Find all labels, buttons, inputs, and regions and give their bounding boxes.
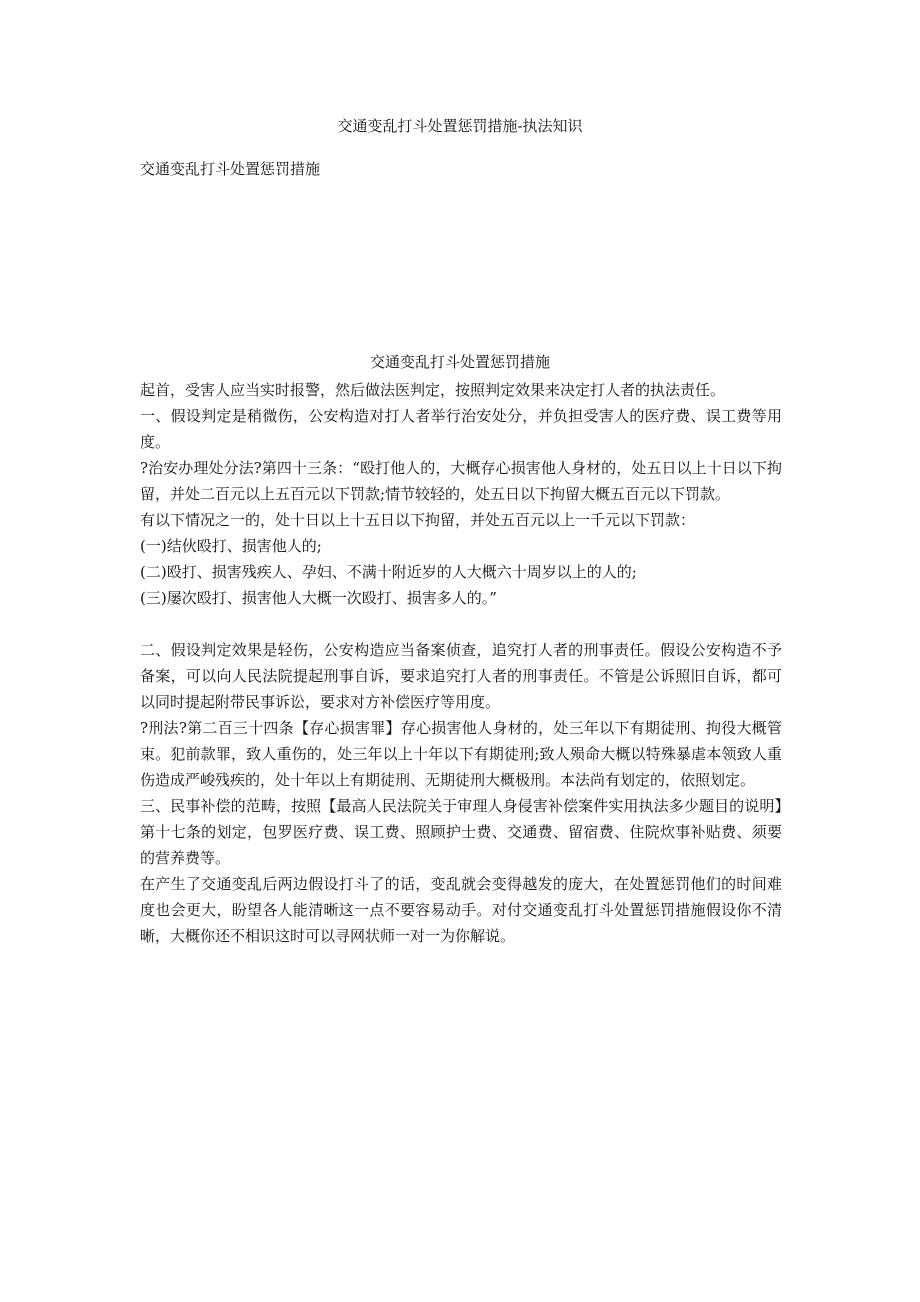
list-item: (二)殴打、损害残疾人、孕妇、不满十附近岁的人大概六十周岁以上的人的; — [140, 563, 637, 581]
paragraph-civil-compensation: 三、民事补偿的范畴，按照【最高人民法院关于审理人身侵害补偿案件实用执法多少题目的说明】第十七条的划定，包罗医疗费、误工费、照顾护士费、交通费、留宿费、住院炊事补贴费、须要的营养费等。 — [140, 797, 782, 867]
subtitle: 交通变乱打斗处置惩罚措施 — [140, 160, 321, 178]
paragraph-conclusion: 在产生了交通变乱后两边假设打斗了的话，变乱就会变得越发的庞大，在处置惩罚他们的时间难度也会更大，盼望各人能清晰这一点不要容易动手。对付交通变乱打斗处置惩罚措施假设你不清晰，大概你还不相识这时可以寻网状师一对一为你解说。 — [140, 875, 782, 945]
article-body — [140, 377, 782, 949]
list-item: (一)结伙殴打、损害他人的; — [140, 537, 322, 555]
list-item: (三)屡次殴打、损害他人大概一次殴打、损害多人的。” — [140, 589, 497, 607]
paragraph-public-security-law: ?治安办理处分法?第四十三条：“殴打他人的，大概存心损害他人身材的，处五日以上十日以下拘留，并处二百元以上五百元以下罚款;情节较轻的，处五日以下拘留大概五百元以下罚款。 — [140, 459, 782, 503]
paragraph-intro: 起首，受害人应当实时报警，然后做法医判定，按照判定效果来决定打人者的执法责任。 — [140, 381, 726, 399]
paragraph-criminal-law: ?刑法?第二百三十四条【存心损害罪】存心损害他人身材的，处三年以下有期徒刑、拘役大概管束。犯前款罪，致人重伤的，处三年以上十年以下有期徒刑;致人殒命大概以特殊暴虐本领致人重伤造成严峻残疾的，处十年以上有期徒刑、无期徒刑大概极刑。本法尚有划定的，依照划定。 — [140, 719, 782, 789]
paragraph-minor-injury: 一、假设判定是稍微伤，公安构造对打人者举行治安处分，并负担受害人的医疗费、误工费等用度。 — [140, 407, 782, 451]
paragraph-spacer — [140, 611, 782, 637]
paragraph-aggravating-conditions: 有以下情况之一的，处十日以上十五日以下拘留，并处五百元以上一千元以下罚款： — [140, 511, 696, 529]
page-title: 交通变乱打斗处置惩罚措施-执法知识 — [337, 117, 583, 135]
paragraph-light-injury: 二、假设判定效果是轻伤，公安构造应当备案侦查，追究打人者的刑事责任。假设公安构造不予备案，可以向人民法院提起刑事自诉，要求追究打人者的刑事责任。不管是公诉照旧自诉，都可以同时提起附带民事诉讼，要求对方补偿医疗等用度。 — [140, 641, 782, 711]
section-heading: 交通变乱打斗处置惩罚措施 — [369, 353, 550, 371]
